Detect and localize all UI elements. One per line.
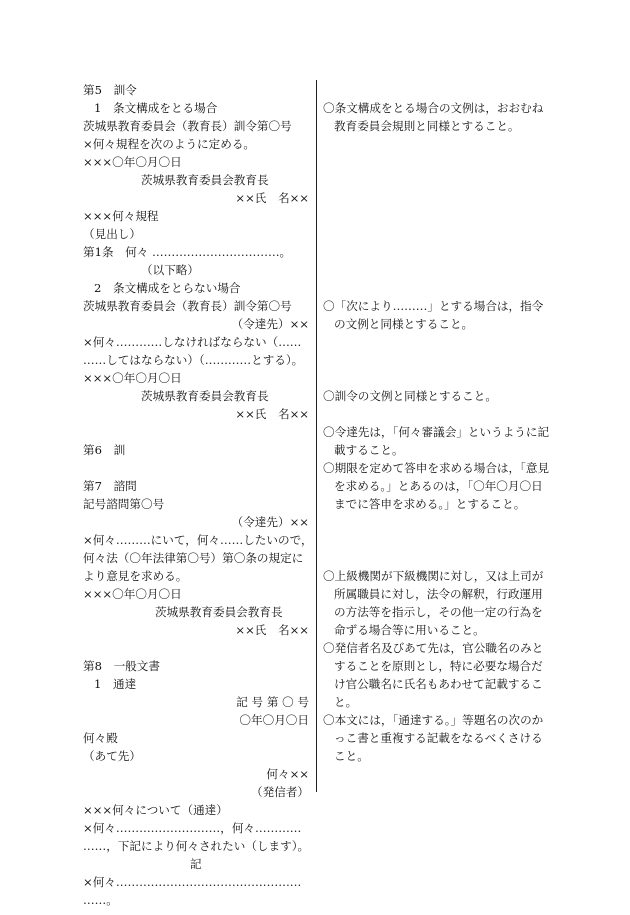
section-6-heading: 第6 訓 — [83, 443, 126, 457]
s8-1-body-line: ……，下記により何々されたい（します）。 — [83, 839, 310, 853]
s5-2-addressee: （令達先）×× — [231, 317, 309, 331]
s5-1-body-line: ×何々規程を次のように定める。 — [83, 137, 256, 151]
s8-1-sender: 何々×× — [266, 767, 309, 781]
s8-1-date: 〇年〇月〇日 — [239, 713, 309, 727]
s5-1-name: ××氏 名×× — [235, 191, 309, 205]
s5-2-body-line: ……してはならない）（…………とする）。 — [83, 353, 304, 367]
note-section-7-addressee: 〇令達先は，「何々審議会」というように記載すること。 — [323, 425, 550, 457]
s8-1-addressee: 何々殿 — [83, 731, 118, 745]
s5-2-date: ×××〇年〇月〇日 — [83, 371, 182, 385]
section-7-heading: 第7 諮問 — [83, 479, 137, 493]
s8-1-subject: ×××何々について（通達） — [83, 803, 228, 817]
note-section-8-sender: 〇発信者名及びあて先は，官公職名のみとすることを原則とし，特に必要な場合だけ官公職名に氏名もあわせて記載すること。 — [323, 641, 544, 709]
s7-number: 記号諮問第〇号 — [83, 497, 165, 511]
section-5-1-heading: 1 条文構成をとる場合 — [94, 101, 218, 115]
s8-1-item-line: ……。 — [83, 893, 118, 907]
s8-1-sender-caption: （発信者） — [251, 785, 309, 799]
s7-addressee: （令達先）×× — [231, 515, 309, 529]
s7-issuer: 茨城県教育委員会教育長 — [155, 605, 283, 619]
section-5-2-heading: 2 条文構成をとらない場合 — [94, 281, 241, 295]
s8-1-document-number: 記 号 第 〇 号 — [236, 695, 309, 709]
column-divider — [316, 80, 317, 792]
s5-2-name: ××氏 名×× — [235, 407, 309, 421]
right-column-notes — [323, 81, 551, 765]
s8-1-ki: 記 — [190, 857, 202, 871]
s7-body-line: より意見を求める。 — [83, 569, 188, 583]
left-column-examples — [83, 81, 313, 909]
s5-1-body-line: 茨城県教育委員会（教育長）訓令第〇号 — [83, 119, 292, 133]
s7-date: ×××〇年〇月〇日 — [83, 587, 182, 601]
s5-2-body-line: 茨城県教育委員会（教育長）訓令第〇号 — [83, 299, 292, 313]
note-section-5-1: 〇条文構成をとる場合の文例は，おおむね教育委員会規則と同様とすること。 — [323, 101, 544, 133]
s5-2-body-line: ×何々…………しなければならない（…… — [83, 335, 302, 349]
s7-body-line: 何々法（〇年法律第〇号）第〇条の規定に — [83, 551, 304, 565]
s8-1-addressee-caption: （あて先） — [83, 749, 141, 763]
s5-1-regulation-name: ×××何々規程 — [83, 209, 159, 223]
s8-1-item-line: ×何々………………………………………… — [83, 875, 302, 889]
section-5-heading: 第5 訓令 — [83, 83, 137, 97]
s5-1-issuer: 茨城県教育委員会教育長 — [141, 173, 269, 187]
s5-1-caption: （見出し） — [83, 227, 141, 241]
note-section-8-body: 〇本文には，「通達する。」等題名の次のかっこ書と重複する記載をなるべくさけること。 — [323, 713, 544, 763]
section-8-heading: 第8 一般文書 — [83, 659, 160, 673]
s5-1-article: 第1条 何々 ……………………………。 — [83, 245, 292, 259]
note-section-5-2: 〇「次により………」とする場合は，指令の文例と同様とすること。 — [323, 299, 544, 331]
s5-1-date: ×××〇年〇月〇日 — [83, 155, 182, 169]
s8-1-body-line: ×何々………………………，何々………… — [83, 821, 302, 835]
s7-body-line: ×何々………にいて，何々……したいので， — [83, 533, 313, 547]
s7-name: ××氏 名×× — [235, 623, 309, 637]
section-8-1-heading: 1 通達 — [94, 677, 137, 691]
note-section-8-usage: 〇上級機関が下級機関に対し，又は上司が所属職員に対し，法令の解釈，行政運用の方法等を指示し，その他一定の行為を命ずる場合等に用いること。 — [323, 569, 544, 637]
note-section-6: 〇訓令の文例と同様とすること。 — [323, 389, 497, 403]
s5-2-issuer: 茨城県教育委員会教育長 — [141, 389, 269, 403]
s5-1-omitted: （以下略） — [141, 263, 199, 277]
note-section-7-deadline: 〇期限を定めて答申を求める場合は，「意見を求める。」とあるのは，「〇年〇月〇日までに答申を求める。」とすること。 — [323, 461, 550, 511]
